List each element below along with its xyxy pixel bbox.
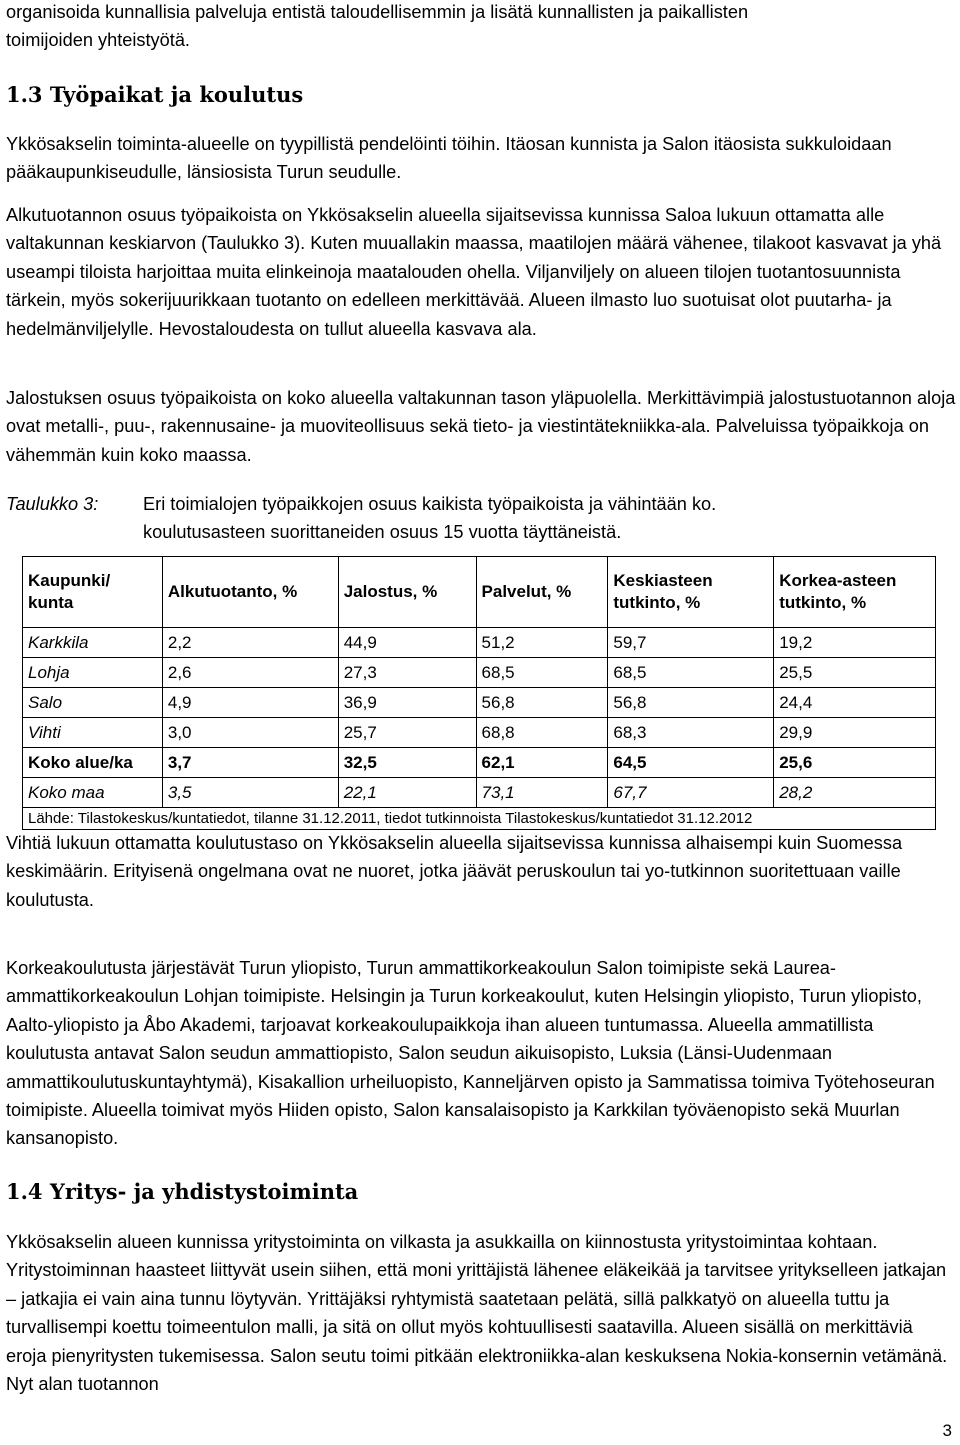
- table-source-row: [23, 808, 936, 830]
- cell-place: Salo: [23, 688, 163, 718]
- cell-primary: 2,2: [162, 628, 338, 658]
- cell-tertiary: 25,5: [774, 658, 936, 688]
- employment-education-table: [22, 556, 936, 830]
- table-row-region-average: [23, 748, 936, 778]
- cell-primary: 3,5: [162, 778, 338, 808]
- table-row: [23, 688, 936, 718]
- table-row-whole-country: [23, 778, 936, 808]
- paragraph-higher-education: Korkeakoulutusta järjestävät Turun yliopisto, Turun ammattikorkeakoulun Salon toimipiste sekä Laurea-ammattikorkeakoulun Lohjan toimipiste. Helsingin ja Turun korkeakoulut, kuten Helsingin yliopisto, Turun yliopisto, Aalto-yliopisto ja Åbo Akademi, tarjoavat korkeakoulupaikkoja ihan alueen tuntumassa. Alueella ammatillista koulutusta antavat Salon seudun ammattiopisto, Salon seudun aikuisopisto, Luksia (Länsi-Uudenmaan ammattikoulutuskuntayhtymä), Kisakallion urheiluopisto, Kanneljärven opisto ja Sammatissa toimiva Työtehoseuran toimipiste. Alueella toimivat myös Hiiden opisto, Salon kansalaisopisto ja Karkkilan työväenopisto sekä Muurlan kansanopisto.: [6, 958, 935, 1149]
- cell-services: 51,2: [476, 628, 608, 658]
- cell-place: Koko alue/ka: [23, 748, 163, 778]
- table-caption-text: [143, 490, 943, 547]
- paragraph-primary-production: Alkutuotannon osuus työpaikoista on Ykkösakselin alueella sijaitsevissa kunnissa Saloa lukuun ottamatta alle valtakunnan keskiarvon (Taulukko 3). Kuten muuallakin maassa, maatilojen määrä vähenee, tilakoot kasvavat ja yhä useampi tiloista harjoittaa muita elinkeinoja maatalouden ohella. Viljanviljely on alueen tilojen tuotantosuunnista tärkein, myös sokerijuurikkaan tuotanto on edelleen merkittävää. Alueen ilmasto luo suotuisat olot puutarha- ja hedelmänviljelylle. Hevostaloudesta on tullut alueella kasvava ala.: [6, 205, 942, 339]
- intro-text: [6, 0, 956, 55]
- cell-secondary: 64,5: [608, 748, 774, 778]
- cell-services: 73,1: [476, 778, 608, 808]
- cell-place: Vihti: [23, 718, 163, 748]
- paragraph-business: Ykkösakselin alueen kunnissa yritystoiminta on vilkasta ja asukkailla on kiinnostusta yritystoimintaa kohtaan. Yritystoiminnan haasteet liittyvät usein siihen, että moni yrittäjistä lähenee eläkeikää ja tarvitsee yritykselleen jatkajan – jatkajia ei vain aina tunnu löytyvän. Yrittäjäksi ryhtymistä saatetaan pelätä, sillä palkkatyö on alueella tuttu ja turvallisempi koettu toimeentulon malli, ja sitä on ollut myös kohtuullisesti saatavilla. Alueen sisällä on merkittäviä eroja pienyritysten tukemisessa. Salon seutu toimi pitkään elektroniikka-alan keskuksena Nokia-konsernin vetämänä. Nyt alan tuotannon: [6, 1232, 948, 1395]
- cell-primary: 3,0: [162, 718, 338, 748]
- cell-place: Koko maa: [23, 778, 163, 808]
- cell-processing: 27,3: [338, 658, 476, 688]
- table-row: [23, 718, 936, 748]
- table-header-row: [23, 557, 936, 628]
- table-caption-line-2: koulutusasteen suorittaneiden osuus 15 vuotta täyttäneistä.: [143, 522, 622, 543]
- cell-services: 68,8: [476, 718, 608, 748]
- cell-services: 68,5: [476, 658, 608, 688]
- cell-primary: 2,6: [162, 658, 338, 688]
- header-secondary: Keskiasteen tutkinto, %: [608, 557, 774, 628]
- header-services: Palvelut, %: [476, 557, 608, 628]
- cell-processing: 22,1: [338, 778, 476, 808]
- cell-primary: 4,9: [162, 688, 338, 718]
- cell-tertiary: 24,4: [774, 688, 936, 718]
- page-number: 3: [942, 1421, 952, 1440]
- paragraph-commuting: Ykkösakselin toiminta-alueelle on tyypillistä pendelöinti töihin. Itäosan kunnista ja Salon itäosista sukkuloidaan pääkaupunkiseudulle, länsiosista Turun seudulle.: [6, 134, 892, 183]
- header-primary: Alkutuotanto, %: [162, 557, 338, 628]
- cell-services: 62,1: [476, 748, 608, 778]
- table-row: [23, 628, 936, 658]
- cell-tertiary: 25,6: [774, 748, 936, 778]
- paragraph-education-level: Vihtiä lukuun ottamatta koulutustaso on Ykkösakselin alueella sijaitsevissa kunnissa alhaisempi kuin Suomessa keskimäärin. Erityisenä ongelmana ovat ne nuoret, jotka jäävät peruskoulun tai yo-tutkinnon suoritettuaan vaille koulutusta.: [6, 833, 903, 910]
- cell-tertiary: 19,2: [774, 628, 936, 658]
- intro-line-2: toimijoiden yhteistyötä.: [6, 30, 190, 51]
- cell-secondary: 68,3: [608, 718, 774, 748]
- table-label: Taulukko 3:: [6, 494, 99, 514]
- cell-place: Lohja: [23, 658, 163, 688]
- table-caption-line-1: Eri toimialojen työpaikkojen osuus kaikista työpaikoista ja vähintään ko.: [143, 494, 717, 514]
- cell-secondary: 59,7: [608, 628, 774, 658]
- cell-processing: 44,9: [338, 628, 476, 658]
- section-heading-1-4: 1.4 Yritys- ja yhdistystoiminta: [6, 1179, 359, 1204]
- cell-place: Karkkila: [23, 628, 163, 658]
- paragraph-processing: Jalostuksen osuus työpaikoista on koko alueella valtakunnan tason yläpuolella. Merkittävimpiä jalostustuotannon aloja ovat metalli-, puu-, rakennusaine- ja muoviteollisuus sekä tieto- ja viestintätekniikka-ala. Palveluissa työpaikkoja on vähemmän kuin koko maassa.: [6, 388, 956, 465]
- cell-services: 56,8: [476, 688, 608, 718]
- cell-secondary: 67,7: [608, 778, 774, 808]
- cell-processing: 25,7: [338, 718, 476, 748]
- cell-processing: 36,9: [338, 688, 476, 718]
- intro-line-1: organisoida kunnallisia palveluja entistä taloudellisemmin ja lisätä kunnallisten ja paikallisten: [6, 2, 749, 22]
- cell-secondary: 56,8: [608, 688, 774, 718]
- header-place: Kaupunki/ kunta: [23, 557, 163, 628]
- cell-tertiary: 28,2: [774, 778, 936, 808]
- header-tertiary: Korkea-asteen tutkinto, %: [774, 557, 936, 628]
- cell-primary: 3,7: [162, 748, 338, 778]
- table-source: Lähde: Tilastokeskus/kuntatiedot, tilanne 31.12.2011, tiedot tutkinnoista Tilastokeskus/kuntatiedot 31.12.2012: [23, 808, 936, 830]
- cell-tertiary: 29,9: [774, 718, 936, 748]
- section-heading-1-3: 1.3 Työpaikat ja koulutus: [6, 82, 304, 107]
- table-row: [23, 658, 936, 688]
- cell-processing: 32,5: [338, 748, 476, 778]
- header-processing: Jalostus, %: [338, 557, 476, 628]
- cell-secondary: 68,5: [608, 658, 774, 688]
